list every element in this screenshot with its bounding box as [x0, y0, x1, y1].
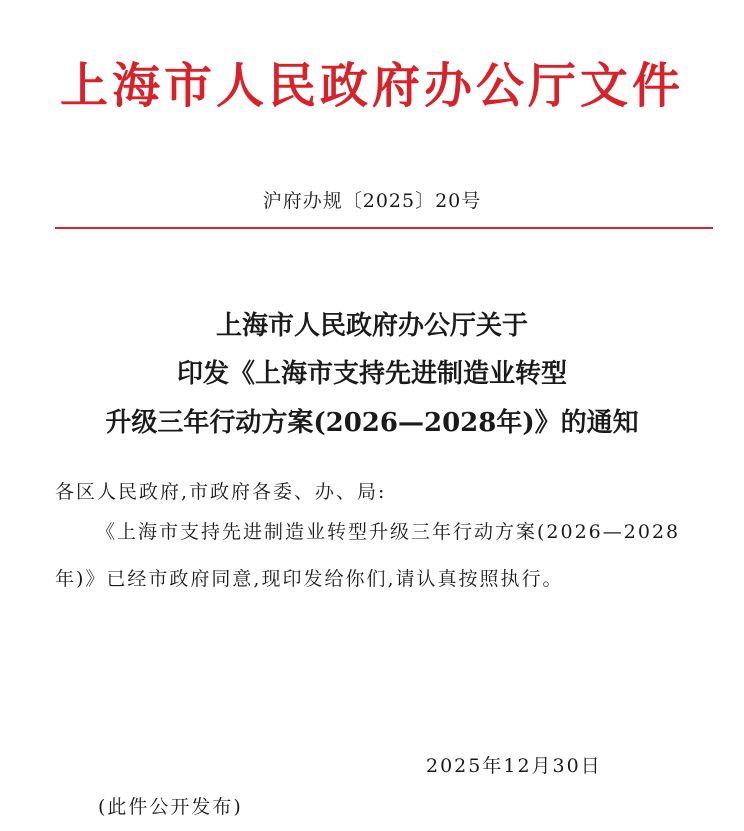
red-divider-line	[55, 227, 713, 229]
document-number: 沪府办规〔2025〕20号	[262, 190, 482, 212]
addressee-line: 各区人民政府,市政府各委、办、局:	[55, 481, 387, 503]
notice-title-line-1: 上海市人民政府办公厅关于	[215, 311, 528, 341]
issue-date: 2025年12月30日	[426, 755, 602, 777]
body-paragraph-line-1: 《上海市支持先进制造业转型升级三年行动方案(2026—2028	[96, 521, 681, 543]
notice-title-line-3: 升级三年行动方案(2026—2028年)》的通知	[105, 408, 639, 438]
document-masthead: 上海市人民政府办公厅文件	[59, 58, 684, 114]
release-note: (此件公开发布)	[98, 796, 243, 818]
body-paragraph-line-2: 年)》已经市政府同意,现印发给你们,请认真按照执行。	[55, 568, 564, 590]
notice-title-line-2: 印发《上海市支持先进制造业转型	[176, 359, 567, 389]
